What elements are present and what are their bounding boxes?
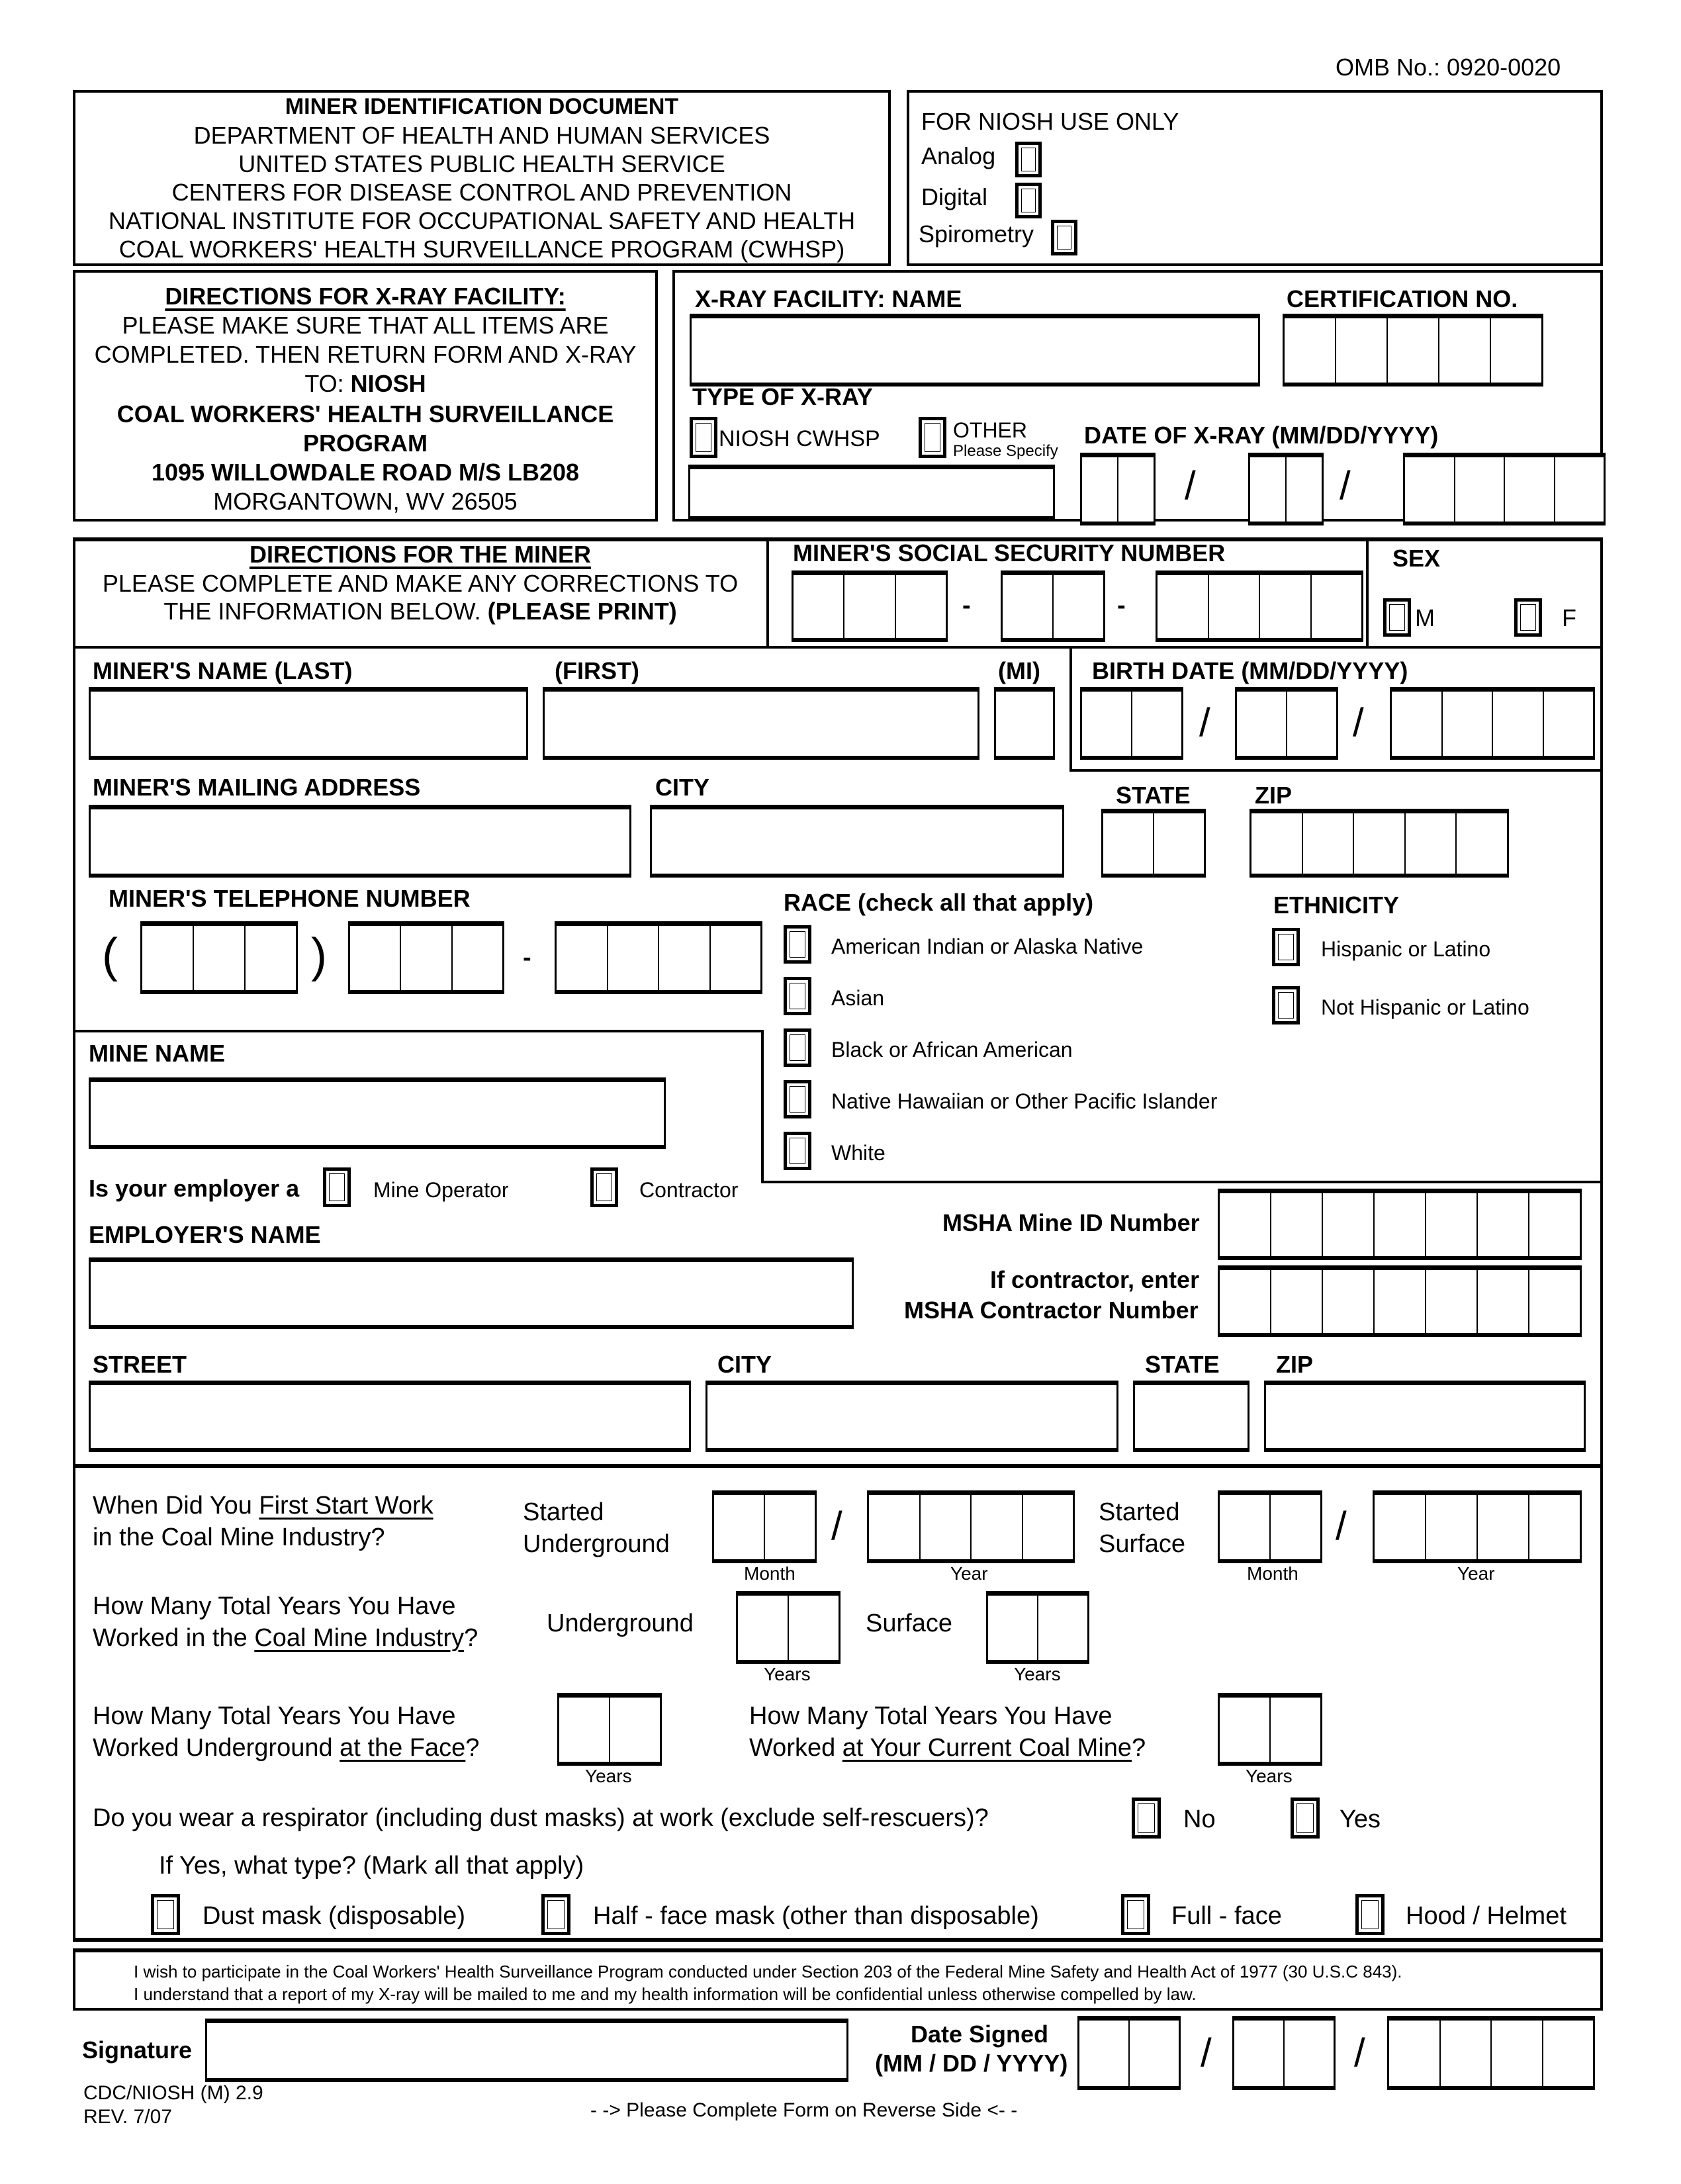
respirator-no-checkbox[interactable] [1132, 1797, 1161, 1839]
employer-state-label: STATE [1145, 1351, 1220, 1378]
current-mine-years-input[interactable] [1218, 1693, 1322, 1766]
date-separator: / [1201, 2030, 1212, 2075]
date-separator: / [831, 1504, 842, 1548]
phone-area-code-input[interactable] [140, 921, 298, 994]
years-caption: Years [1246, 1766, 1293, 1786]
surface-years-input[interactable] [986, 1591, 1089, 1664]
date-signed-label: Date Signed [911, 2021, 1049, 2048]
zip-label: ZIP [1255, 782, 1293, 809]
race-black-checkbox[interactable] [784, 1028, 811, 1067]
divider [1069, 769, 1603, 772]
divider [761, 1030, 764, 1183]
mine-operator-label: Mine Operator [373, 1178, 509, 1202]
contractor-label: Contractor [639, 1178, 739, 1202]
xray-type-label: TYPE OF X-RAY [692, 383, 873, 410]
facility-name-label: X-RAY FACILITY: NAME [695, 285, 962, 312]
employer-type-question: Is your employer a [89, 1175, 300, 1202]
xray-directions-line: PLEASE MAKE SURE THAT ALL ITEMS ARE [122, 312, 609, 339]
to-prefix: TO: [304, 370, 351, 397]
divider [761, 1181, 1603, 1183]
month-caption: Month [744, 1563, 795, 1584]
date-separator: / [1199, 700, 1210, 745]
certification-number-input[interactable] [1283, 314, 1543, 387]
year-caption: Year [1457, 1563, 1495, 1584]
first-start-question: in the Coal Mine Industry? [93, 1524, 385, 1551]
mine-operator-checkbox[interactable] [323, 1167, 351, 1207]
question-text: Worked [749, 1734, 842, 1762]
area-code-open-paren: ( [102, 929, 118, 982]
ssn-label: MINER'S SOCIAL SECURITY NUMBER [793, 539, 1226, 567]
sex-female-checkbox[interactable] [1514, 598, 1542, 637]
underground-years-label: Underground [547, 1610, 694, 1637]
birth-month-input[interactable] [1080, 687, 1183, 760]
agency-line: COAL WORKERS' HEALTH SURVEILLANCE PROGRAM (CWHSP) [118, 236, 845, 263]
spirometry-checkbox[interactable] [1051, 220, 1077, 255]
agency-line: DEPARTMENT OF HEALTH AND HUMAN SERVICES [193, 122, 770, 149]
middle-initial-label: (MI) [998, 657, 1040, 684]
question-emphasis: at Your Current Coal Mine [842, 1734, 1132, 1762]
question-text: ? [464, 1624, 478, 1652]
contractor-number-label: MSHA Contractor Number [904, 1297, 1199, 1324]
xray-directions-line: PROGRAM [303, 430, 428, 457]
xray-directions-panel [73, 270, 658, 522]
race-option-label: Asian [831, 986, 885, 1010]
digital-checkbox[interactable] [1015, 183, 1042, 218]
employer-name-label: EMPLOYER'S NAME [89, 1221, 321, 1248]
reverse-side-note: - -> Please Complete Form on Reverse Side <- - [590, 2099, 1018, 2121]
miner-directions-line [73, 600, 768, 623]
divider [73, 1030, 764, 1032]
face-years-question: How Many Total Years You Have [93, 1702, 456, 1730]
underground-start-year-input[interactable] [867, 1490, 1075, 1563]
xray-directions-line: COMPLETED. THEN RETURN FORM AND X-RAY [94, 341, 637, 368]
underground-start-month-input[interactable] [712, 1490, 817, 1563]
xray-date-day-input[interactable] [1248, 453, 1324, 525]
divider [766, 646, 1603, 649]
total-years-question: How Many Total Years You Have [93, 1592, 456, 1620]
race-asian-checkbox[interactable] [784, 977, 811, 1015]
omb-number: OMB No.: 0920-0020 [1336, 54, 1561, 81]
niosh-cwhsp-checkbox[interactable] [690, 417, 717, 458]
msha-mine-id-input[interactable] [1218, 1189, 1582, 1260]
face-years-input[interactable] [557, 1693, 662, 1766]
certification-label: CERTIFICATION NO. [1287, 285, 1518, 312]
xray-facility-panel [672, 270, 1603, 522]
question-text: ? [1132, 1734, 1146, 1762]
sex-female-label: F [1562, 604, 1576, 631]
ethnicity-option-label: Hispanic or Latino [1321, 937, 1491, 961]
niosh-use-title: FOR NIOSH USE ONLY [921, 108, 1179, 135]
mine-name-input[interactable] [89, 1077, 666, 1149]
form-title: MINER IDENTIFICATION DOCUMENT [285, 94, 679, 119]
city-label: CITY [655, 774, 710, 801]
phone-separator: - [523, 944, 531, 972]
started-underground-label: Underground [523, 1530, 670, 1558]
dust-mask-checkbox[interactable] [151, 1894, 180, 1935]
underground-years-input[interactable] [736, 1591, 840, 1664]
niosh-cwhsp-label: NIOSH CWHSP [719, 426, 880, 451]
divider [1366, 537, 1369, 649]
question-emphasis: Coal Mine Industry [254, 1624, 465, 1652]
agency-line: UNITED STATES PUBLIC HEALTH SERVICE [238, 150, 725, 177]
signature-label: Signature [82, 2036, 193, 2064]
question-text: ? [465, 1734, 480, 1762]
mailing-address-input[interactable] [89, 805, 631, 878]
ssn-serial-input[interactable] [1156, 570, 1363, 642]
question-text: When Did You [93, 1492, 259, 1520]
other-type-specify-input[interactable] [688, 465, 1055, 520]
year-caption: Year [950, 1563, 988, 1584]
other-type-label: OTHER [953, 418, 1027, 442]
divider [766, 537, 769, 649]
other-type-checkbox[interactable] [919, 417, 946, 458]
middle-initial-input[interactable] [994, 687, 1055, 760]
xray-directions-line [75, 372, 655, 396]
xray-directions-title: DIRECTIONS FOR X-RAY FACILITY: [165, 283, 566, 310]
first-start-question [93, 1493, 433, 1518]
respirator-type-label: Half - face mask (other than disposable) [593, 1902, 1039, 1930]
first-name-label: (FIRST) [555, 657, 639, 684]
surface-start-year-input[interactable] [1373, 1490, 1582, 1563]
date-signed-day-input[interactable] [1232, 2016, 1336, 2090]
state-input[interactable] [1101, 809, 1206, 878]
years-caption: Years [764, 1664, 811, 1684]
employer-name-input[interactable] [89, 1257, 854, 1329]
race-white-checkbox[interactable] [784, 1132, 811, 1170]
respirator-type-label: Hood / Helmet [1406, 1902, 1567, 1930]
agency-line: NATIONAL INSTITUTE FOR OCCUPATIONAL SAFETY AND HEALTH [108, 207, 856, 234]
sex-label: SEX [1392, 545, 1441, 572]
birth-year-input[interactable] [1390, 687, 1595, 760]
respirator-type-label: Dust mask (disposable) [203, 1902, 466, 1930]
date-signed-year-input[interactable] [1387, 2016, 1595, 2090]
form-revision: REV. 7/07 [83, 2106, 172, 2128]
current-mine-years-question [749, 1735, 1146, 1760]
face-years-question [93, 1735, 479, 1760]
phone-line-input[interactable] [555, 921, 762, 994]
question-emphasis: at the Face [340, 1734, 466, 1762]
race-option-label: American Indian or Alaska Native [831, 934, 1144, 958]
respirator-type-label: Full - face [1171, 1902, 1282, 1930]
msha-contractor-number-input[interactable] [1218, 1265, 1582, 1337]
consent-text: I understand that a report of my X-ray will be mailed to me and my health information will be confidential unless otherwise compelled by law. [134, 1984, 1197, 2004]
surface-years-label: Surface [866, 1610, 952, 1637]
hood-helmet-checkbox[interactable] [1355, 1894, 1385, 1935]
ethnicity-not-hispanic-checkbox[interactable] [1272, 986, 1300, 1024]
date-signed-month-input[interactable] [1077, 2016, 1181, 2090]
years-caption: Years [585, 1766, 632, 1786]
miner-directions-line: PLEASE COMPLETE AND MAKE ANY CORRECTIONS TO [102, 570, 739, 597]
ethnicity-label: ETHNICITY [1273, 891, 1400, 919]
full-face-checkbox[interactable] [1121, 1894, 1150, 1935]
contractor-number-label: If contractor, enter [990, 1266, 1200, 1293]
race-pacific-islander-checkbox[interactable] [784, 1080, 811, 1118]
employer-city-input[interactable] [705, 1381, 1118, 1452]
started-surface-label: Surface [1099, 1530, 1185, 1558]
signature-input[interactable] [205, 2019, 848, 2082]
race-option-label: White [831, 1141, 886, 1165]
respirator-type-question: If Yes, what type? (Mark all that apply) [159, 1852, 584, 1880]
last-name-label: MINER'S NAME (LAST) [93, 657, 353, 684]
analog-checkbox[interactable] [1015, 142, 1042, 177]
employer-zip-label: ZIP [1276, 1351, 1314, 1378]
ethnicity-option-label: Not Hispanic or Latino [1321, 995, 1529, 1019]
respirator-yes-checkbox[interactable] [1291, 1797, 1320, 1839]
consent-statement [73, 1948, 1603, 2011]
niosh-recipient: NIOSH [350, 370, 426, 397]
agency-line: CENTERS FOR DISEASE CONTROL AND PREVENTION [171, 179, 792, 206]
date-separator: / [1185, 463, 1196, 508]
birth-date-label: BIRTH DATE (MM/DD/YYYY) [1092, 657, 1408, 684]
facility-name-input[interactable] [690, 314, 1260, 387]
divider [1069, 649, 1072, 772]
divider [73, 646, 768, 649]
miner-directions-title: DIRECTIONS FOR THE MINER [249, 541, 591, 568]
please-print-note: (PLEASE PRINT) [487, 598, 677, 625]
niosh-use-only-panel [907, 90, 1603, 266]
sex-male-checkbox[interactable] [1383, 598, 1411, 637]
race-option-label: Native Hawaiian or Other Pacific Islander [831, 1089, 1218, 1113]
form-id: CDC/NIOSH (M) 2.9 [83, 2082, 263, 2104]
telephone-label: MINER'S TELEPHONE NUMBER [109, 885, 471, 912]
month-caption: Month [1247, 1563, 1298, 1584]
xray-date-label: DATE OF X-RAY (MM/DD/YYYY) [1084, 422, 1439, 449]
surface-start-month-input[interactable] [1218, 1490, 1322, 1563]
employer-street-label: STREET [93, 1351, 187, 1378]
respirator-question: Do you wear a respirator (including dust masks) at work (exclude self-rescuers)? [93, 1804, 989, 1832]
started-underground-label: Started [523, 1498, 604, 1526]
header-block [73, 90, 891, 266]
half-face-mask-checkbox[interactable] [541, 1894, 570, 1935]
total-years-question [93, 1625, 478, 1651]
date-separator: / [1340, 463, 1351, 508]
ssn-separator: - [962, 592, 971, 619]
analog-label: Analog [921, 142, 996, 169]
sex-male-label: M [1415, 604, 1435, 631]
date-signed-format: (MM / DD / YYYY) [875, 2050, 1068, 2077]
contractor-checkbox[interactable] [590, 1167, 618, 1207]
employer-zip-input[interactable] [1264, 1381, 1586, 1452]
employer-street-input[interactable] [89, 1381, 691, 1452]
state-label: STATE [1116, 782, 1191, 809]
date-separator: / [1354, 2030, 1365, 2075]
question-text: Worked in the [93, 1624, 255, 1652]
started-surface-label: Started [1099, 1498, 1180, 1526]
question-emphasis: First Start Work [259, 1492, 433, 1520]
ssn-group-input[interactable] [1001, 570, 1105, 642]
xray-directions-line: COAL WORKERS' HEALTH SURVEILLANCE [116, 400, 614, 428]
consent-text: I wish to participate in the Coal Workers' Health Surveillance Program conducted under Section 203 of the Federal Mine Safety and Health Act of 1977 (30 U.S.C 843). [134, 1962, 1402, 1981]
ethnicity-hispanic-checkbox[interactable] [1272, 928, 1300, 966]
mine-name-label: MINE NAME [89, 1040, 225, 1067]
zip-input[interactable] [1249, 809, 1509, 878]
employer-state-input[interactable] [1133, 1381, 1249, 1452]
digital-label: Digital [921, 183, 988, 210]
question-text: Worked Underground [93, 1734, 340, 1762]
directions-text: THE INFORMATION BELOW. [163, 598, 488, 625]
spirometry-label: Spirometry [919, 220, 1034, 248]
xray-date-month-input[interactable] [1080, 453, 1156, 525]
respirator-no-label: No [1183, 1805, 1216, 1833]
birth-day-input[interactable] [1235, 687, 1338, 760]
race-option-label: Black or African American [831, 1038, 1073, 1062]
date-separator: / [1353, 700, 1364, 745]
other-specify-hint: Please Specify [953, 442, 1058, 460]
ssn-area-input[interactable] [792, 570, 948, 642]
date-separator: / [1336, 1504, 1347, 1548]
mailing-address-label: MINER'S MAILING ADDRESS [93, 774, 421, 801]
race-label: RACE (check all that apply) [784, 889, 1094, 916]
msha-mine-id-label: MSHA Mine ID Number [942, 1209, 1200, 1236]
xray-date-year-input[interactable] [1403, 453, 1606, 525]
mailing-city: MORGANTOWN, WV 26505 [213, 488, 518, 515]
respirator-yes-label: Yes [1340, 1805, 1381, 1833]
area-code-close-paren: ) [311, 929, 327, 982]
employer-city-label: CITY [717, 1351, 772, 1378]
race-american-indian-checkbox[interactable] [784, 925, 811, 964]
last-name-input[interactable] [89, 687, 528, 760]
ssn-separator: - [1117, 592, 1126, 619]
current-mine-years-question: How Many Total Years You Have [749, 1702, 1113, 1730]
phone-prefix-input[interactable] [348, 921, 504, 994]
years-caption: Years [1014, 1664, 1061, 1684]
city-input[interactable] [650, 805, 1064, 878]
mailing-street: 1095 WILLOWDALE ROAD M/S LB208 [151, 459, 580, 486]
first-name-input[interactable] [543, 687, 979, 760]
